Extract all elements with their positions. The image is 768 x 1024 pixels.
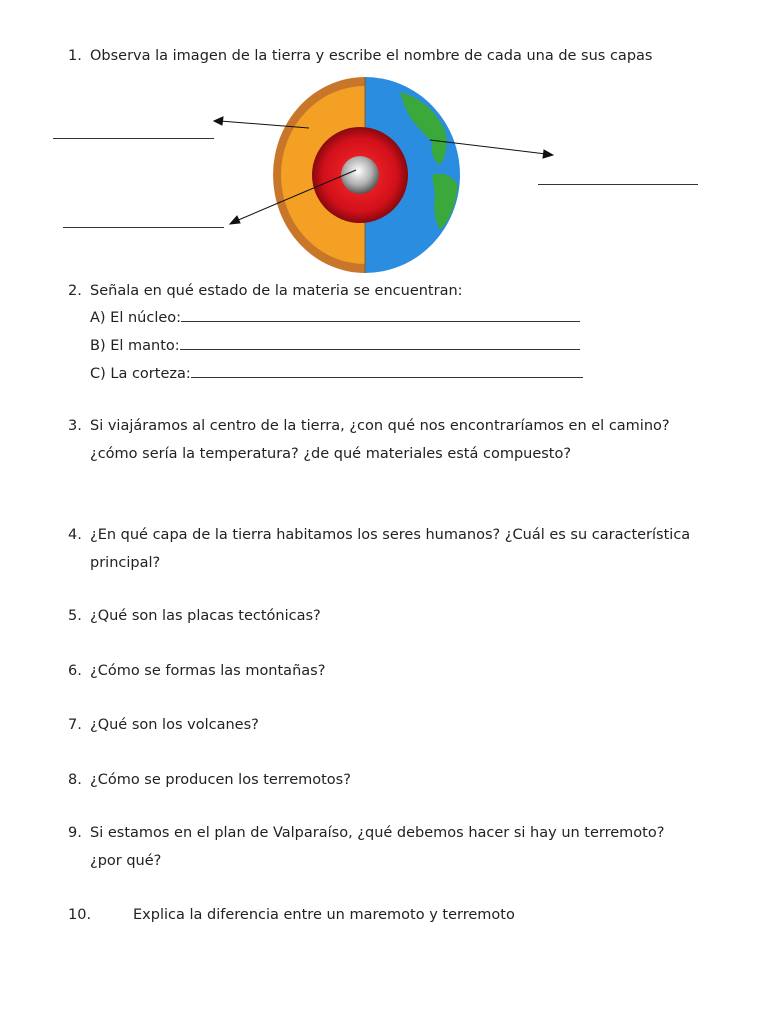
question-5 — [68, 602, 321, 630]
question-text: ¿En qué capa de la tierra habitamos los seres humanos? ¿Cuál es su característica — [90, 527, 691, 543]
question-9 — [68, 819, 664, 875]
question-text-continued: ¿por qué? — [90, 853, 162, 869]
question-text: ¿Qué son los volcanes? — [90, 717, 259, 733]
question-number: 2. — [68, 283, 82, 299]
question-1 — [68, 42, 652, 70]
question-text: ¿Cómo se formas las montañas? — [90, 663, 326, 679]
question-2 — [68, 277, 463, 305]
question-text: Si estamos en el plan de Valparaíso, ¿qué debemos hacer si hay un terremoto? — [90, 825, 665, 841]
question-number: 10. — [68, 907, 92, 923]
question-text: ¿Qué son las placas tectónicas? — [90, 608, 321, 624]
question-text: Si viajáramos al centro de la tierra, ¿con qué nos encontraríamos en el camino? — [90, 418, 670, 434]
question-text: Explica la diferencia entre un maremoto y terremoto — [133, 907, 515, 923]
state-row-crust — [90, 360, 583, 388]
answer-blank-core[interactable] — [63, 227, 224, 228]
question-text: Observa la imagen de la tierra y escribe el nombre de cada una de sus capas — [90, 48, 653, 64]
question-4 — [68, 521, 690, 577]
answer-line[interactable] — [180, 335, 580, 350]
question-number: 8. — [68, 772, 82, 788]
question-number: 5. — [68, 608, 82, 624]
state-label: C) La corteza: — [90, 366, 191, 382]
question-text-continued: principal? — [90, 555, 161, 571]
question-10 — [68, 901, 515, 929]
question-7 — [68, 711, 259, 739]
inner-core-layer — [341, 156, 379, 194]
question-number: 9. — [68, 825, 82, 841]
answer-line[interactable] — [181, 307, 580, 322]
question-number: 3. — [68, 418, 82, 434]
question-number: 7. — [68, 717, 82, 733]
question-text: ¿Cómo se producen los terremotos? — [90, 772, 351, 788]
question-6 — [68, 657, 325, 685]
answer-blank-crust[interactable] — [53, 138, 214, 139]
question-text: Señala en qué estado de la materia se encuentran: — [90, 283, 463, 299]
state-label: A) El núcleo: — [90, 310, 182, 326]
question-number: 4. — [68, 527, 82, 543]
answer-line[interactable] — [191, 363, 583, 378]
answer-blank-mantle[interactable] — [538, 184, 698, 185]
state-label: B) El manto: — [90, 338, 180, 354]
state-row-mantle — [90, 332, 580, 360]
state-row-core — [90, 304, 580, 332]
question-8 — [68, 766, 351, 794]
question-number: 6. — [68, 663, 82, 679]
earth-layers-diagram — [0, 70, 768, 280]
question-3 — [68, 412, 670, 468]
question-text-continued: ¿cómo sería la temperatura? ¿de qué materiales está compuesto? — [90, 446, 572, 462]
question-number: 1. — [68, 48, 82, 64]
